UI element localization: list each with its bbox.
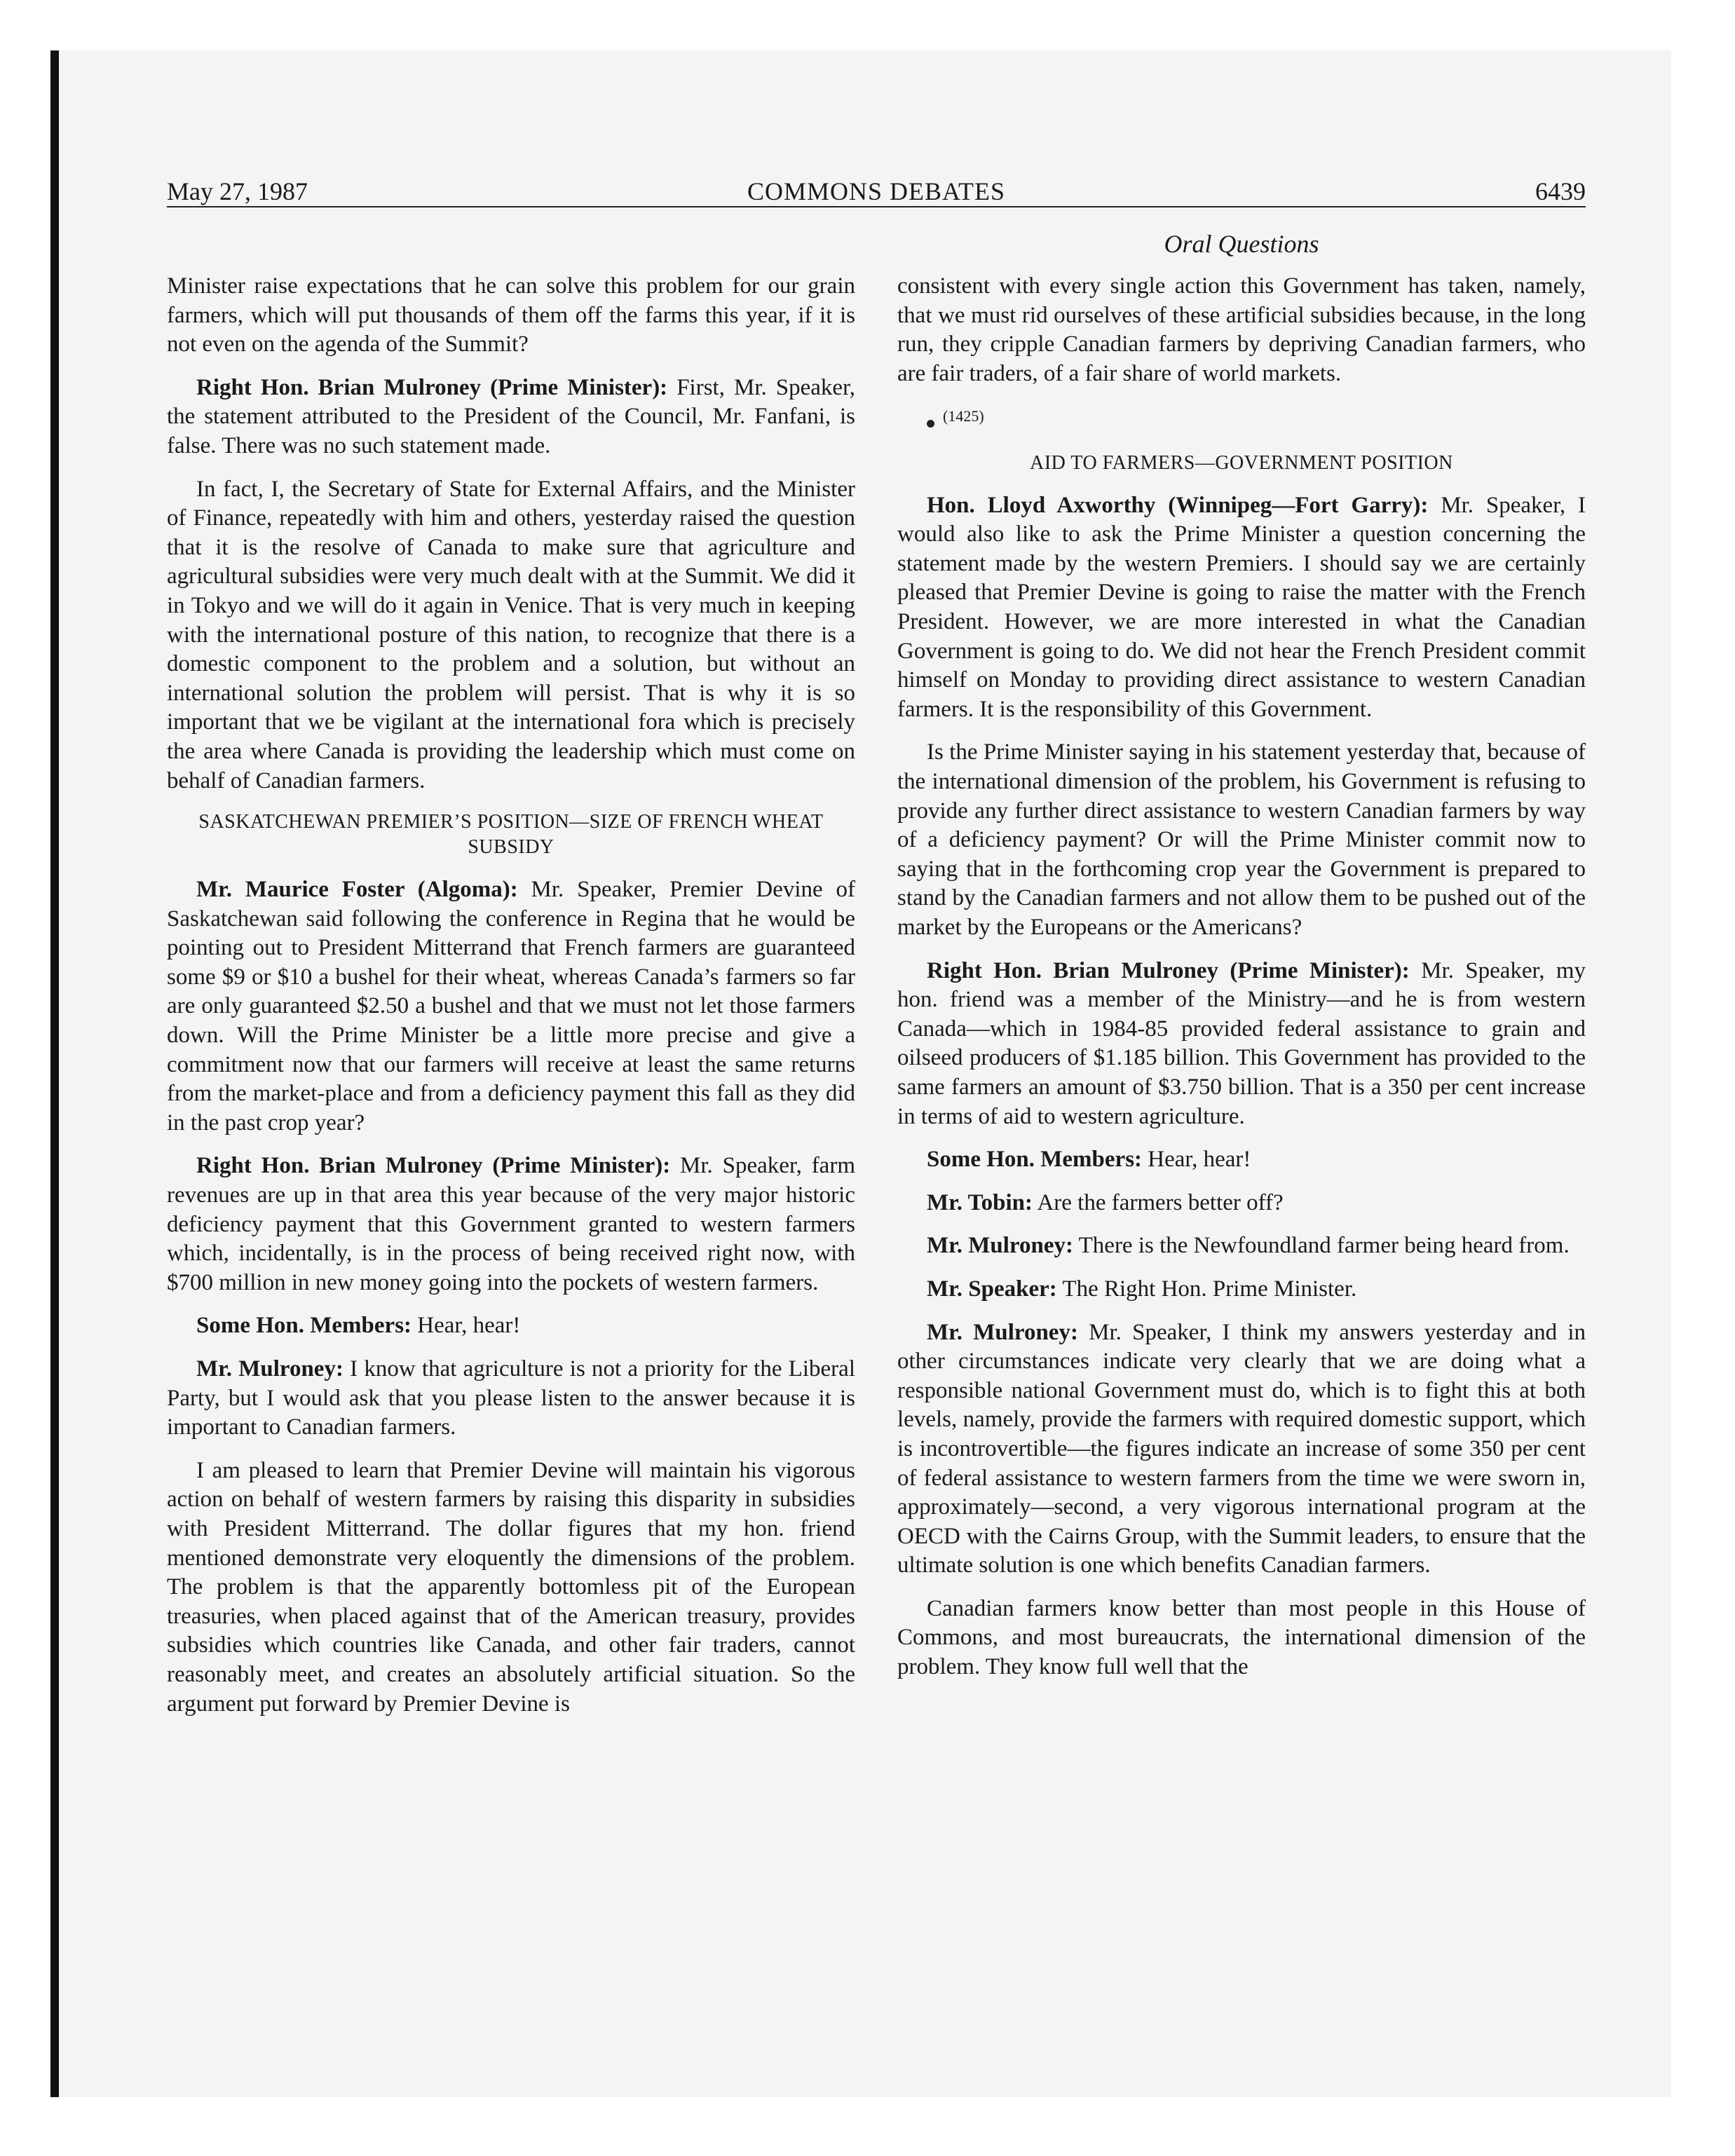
speech-text: Mr. Speaker, I would also like to ask the Prime Minister a question concerning the statement made by the western Premiers. I should say we are certainly pleased that Premier Devine is going to raise the matter with the French President. However, we are more interested in what the Canadian Government is going to do. We did not hear the French President commit himself on Monday to providing direct assistance to western Canadian farmers. It is the responsibility of this Government. [897, 492, 1586, 722]
speech-text: Are the farmers better off? [1033, 1189, 1284, 1215]
speaker-name: Mr. Maurice Foster (Algoma): [196, 877, 518, 903]
section-heading: SASKATCHEWAN PREMIER’S POSITION—SIZE OF FRENCH WHEAT SUBSIDY [198, 811, 824, 859]
speaker-name: Mr. Mulroney: [927, 1319, 1078, 1345]
paragraph [167, 1152, 855, 1297]
paragraph [897, 1275, 1586, 1304]
timestamp: (1425) [943, 407, 984, 425]
paragraph: Canadian farmers know better than most people in this House of Commons, and most bureaucrats, the international dimension of the problem. They know full well that the [897, 1595, 1586, 1680]
scan-edge-bar [50, 50, 59, 2097]
speaker-name: Mr. Mulroney: [196, 1356, 343, 1381]
running-head: Oral Questions [1164, 230, 1319, 258]
speech-text: Mr. Speaker, farm revenues are up in that area this year because of the very major historic deficiency payment that this Government granted to western farmers which, incidentally, is in the process of being received right now, with $700 million in new money going into the pockets of western farmers. [167, 1153, 855, 1295]
speech-text: Mr. Speaker, I think my answers yesterday and in other circumstances indicate very clearly that we are doing what a responsible national Government must do, which is to fight this at both levels, namely, provide the farmers with required domestic support, which is incontrovertible—the figures indicate an increase of some 350 per cent of federal assistance to western farmers from the time we were sworn in, approximately—second, a very vigorous international program at the OECD with the Cairns Group, with the Summit leaders, to ensure that the ultimate solution is one which benefits Canadian farmers. [897, 1319, 1586, 1578]
speaker-name: Some Hon. Members: [196, 1313, 412, 1339]
bullet-icon [927, 420, 934, 428]
speech-text: First, Mr. Speaker, the statement attributed to the President of the Council, Mr. Fanfani, is false. There was no such statement made. [167, 374, 855, 458]
header-title: COMMONS DEBATES [747, 177, 1006, 205]
paragraph [897, 1145, 1586, 1175]
paragraph [897, 1189, 1586, 1218]
page-number: 6439 [1535, 177, 1586, 205]
time-marker [897, 402, 1586, 436]
left-column [167, 272, 855, 1733]
speech-text: The Right Hon. Prime Minister. [1056, 1276, 1357, 1302]
paragraph [897, 1318, 1586, 1581]
paragraph [167, 1355, 855, 1442]
speaker-name: Hon. Lloyd Axworthy (Winnipeg—Fort Garry): [927, 492, 1429, 518]
paragraph [897, 1231, 1586, 1261]
right-column [897, 272, 1586, 1696]
page-header [167, 177, 1586, 207]
section-heading: AID TO FARMERS—GOVERNMENT POSITION [1030, 451, 1453, 474]
speech-text: I know that agriculture is not a priority for the Liberal Party, but I would ask that you please listen to the answer because it is important to Canadian farmers. [167, 1356, 855, 1440]
paragraph [167, 875, 855, 1138]
speech-text: Hear, hear! [411, 1313, 521, 1339]
paragraph: Is the Prime Minister saying in his statement yesterday that, because of the international dimension of the problem, his Government is refusing to provide any further direct assistance to western Canadian farmers by way of a deficiency payment? Or will the Prime Minister commit now to saying that in the forthcoming crop year the Government is prepared to stand by the Canadian farmers and not allow them to be pushed out of the market by the Europeans or the Americans? [897, 739, 1586, 941]
paragraph [897, 957, 1586, 1132]
speech-text: Mr. Speaker, my hon. friend was a member of the Ministry—and he is from western Canada—which in 1984-85 provided federal assistance to grain and oilseed producers of $1.185 billion. This Government has provided to the same farmers an amount of $3.750 billion. That is a 350 per cent increase in terms of aid to western agriculture. [897, 957, 1586, 1129]
header-date: May 27, 1987 [167, 177, 308, 205]
speaker-name: Mr. Tobin: [927, 1189, 1033, 1215]
speaker-name: Some Hon. Members: [927, 1147, 1143, 1173]
speaker-name: Right Hon. Brian Mulroney (Prime Minister): [927, 957, 1410, 983]
speaker-name: Mr. Speaker: [927, 1276, 1057, 1302]
paragraph: Minister raise expectations that he can solve this problem for our grain farmers, which will put thousands of them off the farms this year, if it is not even on the agenda of the Summit? [167, 273, 855, 357]
speaker-name: Right Hon. Brian Mulroney (Prime Minister): [196, 374, 668, 400]
speaker-name: Mr. Mulroney: [927, 1233, 1073, 1259]
speech-text: Mr. Speaker, Premier Devine of Saskatchewan said following the conference in Regina that he would be pointing out to President Mitterrand that French farmers are guaranteed some $9 or $10 a bushel for their wheat, whereas Canada’s farmers so far are only guaranteed $2.50 a bushel and that we must not let those farmers down. Will the Prime Minister be a little more precise and give a commitment now that our farmers will receive at least the same returns from the market-place and from a deficiency payment this fall as they did in the past crop year? [167, 877, 855, 1135]
paragraph: In fact, I, the Secretary of State for External Affairs, and the Minister of Finance, repeatedly with him and others, yesterday raised the question that it is the resolve of Canada to make sure that agriculture and agricultural subsidies were very much dealt with at the Summit. We did it in Tokyo and we will do it again in Venice. That is very much in keeping with the international posture of this nation, to recognize that there is a domestic component to the problem and a solution, but without an international solution the problem will persist. That is why it is so important that we be vigilant at the international fora which is precisely the area where Canada is providing the leadership which must come on behalf of Canadian farmers. [167, 476, 855, 793]
speaker-name: Right Hon. Brian Mulroney (Prime Minister): [196, 1153, 671, 1179]
paragraph: consistent with every single action this Government has taken, namely, that we must rid ourselves of these artificial subsidies because, in the long run, they cripple Canadian farmers by depriving Canadian farmers, who are fair traders, of a fair share of world markets. [897, 273, 1586, 386]
speech-text: There is the Newfoundland farmer being heard from. [1073, 1233, 1570, 1259]
paragraph [167, 1311, 855, 1341]
speech-text: Hear, hear! [1142, 1147, 1251, 1173]
paragraph [167, 374, 855, 461]
paragraph: I am pleased to learn that Premier Devine will maintain his vigorous action on behalf of western farmers by raising this disparity in subsidies with President Mitterrand. The dollar figures that my hon. friend mentioned demonstrate very eloquently the dimensions of the problem. The problem is that the apparently bottomless pit of the European treasuries, when placed against that of the American treasury, provides subsidies which countries like Canada, and other fair traders, cannot reasonably meet, and creates an absolutely artificial situation. So the argument put forward by Premier Devine is [167, 1457, 855, 1717]
paragraph [897, 491, 1586, 725]
